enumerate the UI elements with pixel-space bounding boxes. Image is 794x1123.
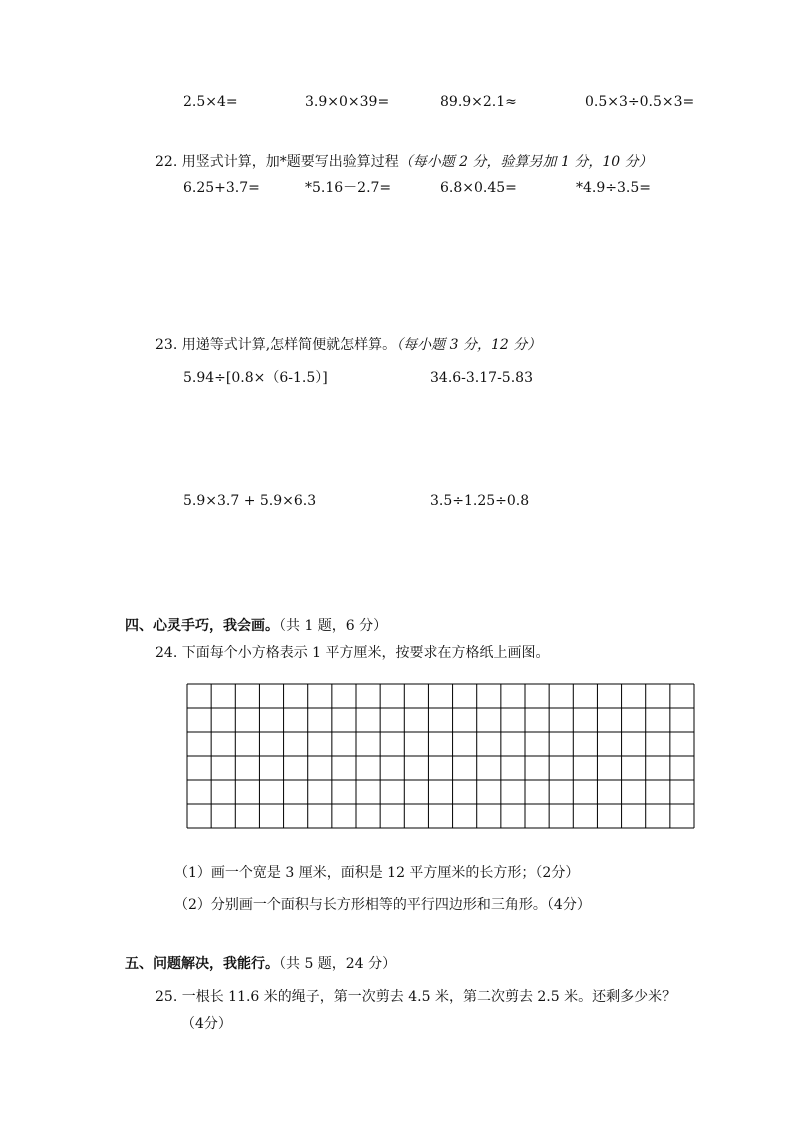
section4-score-note: （共 1 题，6 分） xyxy=(279,618,388,634)
section5-heading xyxy=(125,954,396,974)
q22-item-4: *4.9÷3.5= xyxy=(576,180,651,196)
q23-heading xyxy=(155,335,541,355)
section4-title: 四、心灵手巧，我会画。 xyxy=(125,618,279,634)
q23-item-4: 3.5÷1.25÷0.8 xyxy=(430,493,530,509)
q23-item-3: 5.9×3.7 + 5.9×6.3 xyxy=(183,493,317,509)
square-grid-paper[interactable] xyxy=(186,683,695,829)
q25-text: 25. 一根长 11.6 米的绳子，第一次剪去 4.5 米，第二次剪去 2.5 米。还剩多少米？ xyxy=(155,989,677,1005)
q23-title: 23. 用递等式计算,怎样简便就怎样算。 xyxy=(155,337,397,353)
q22-item-3: 6.8×0.45= xyxy=(440,180,517,196)
q23-item-2: 34.6-3.17-5.83 xyxy=(430,370,533,386)
q24-subquestion-2: （2）分别画一个面积与长方形相等的平行四边形和三角形。（4分） xyxy=(174,897,591,913)
section4-heading xyxy=(125,616,387,636)
q25-score: （4分） xyxy=(181,1016,232,1032)
top-item-4: 0.5×3÷0.5×3= xyxy=(585,94,695,110)
section5-score-note: （共 5 题，24 分） xyxy=(279,956,397,972)
top-item-1: 2.5×4= xyxy=(183,94,238,110)
q22-title: 22. 用竖式计算，加*题要写出验算过程 xyxy=(155,154,399,170)
q22-item-1: 6.25+3.7= xyxy=(183,180,260,196)
q22-heading xyxy=(155,152,653,172)
q24-subquestion-1: （1）画一个宽是 3 厘米，面积是 12 平方厘米的长方形；（2分） xyxy=(174,865,580,881)
q23-score-note: （每小题 3 分，12 分） xyxy=(396,337,542,353)
q22-item-2: *5.16－2.7= xyxy=(305,180,392,196)
q23-item-1: 5.94÷[0.8×（6-1.5）] xyxy=(183,370,328,386)
section5-title: 五、问题解决，我能行。 xyxy=(125,956,279,972)
top-item-3: 89.9×2.1≈ xyxy=(440,94,517,110)
top-item-2: 3.9×0×39= xyxy=(305,94,390,110)
q22-score-note: （每小题 2 分，验算另加 1 分，10 分） xyxy=(398,154,653,170)
q24-text: 24. 下面每个小方格表示 1 平方厘米，按要求在方格纸上画图。 xyxy=(155,645,550,661)
